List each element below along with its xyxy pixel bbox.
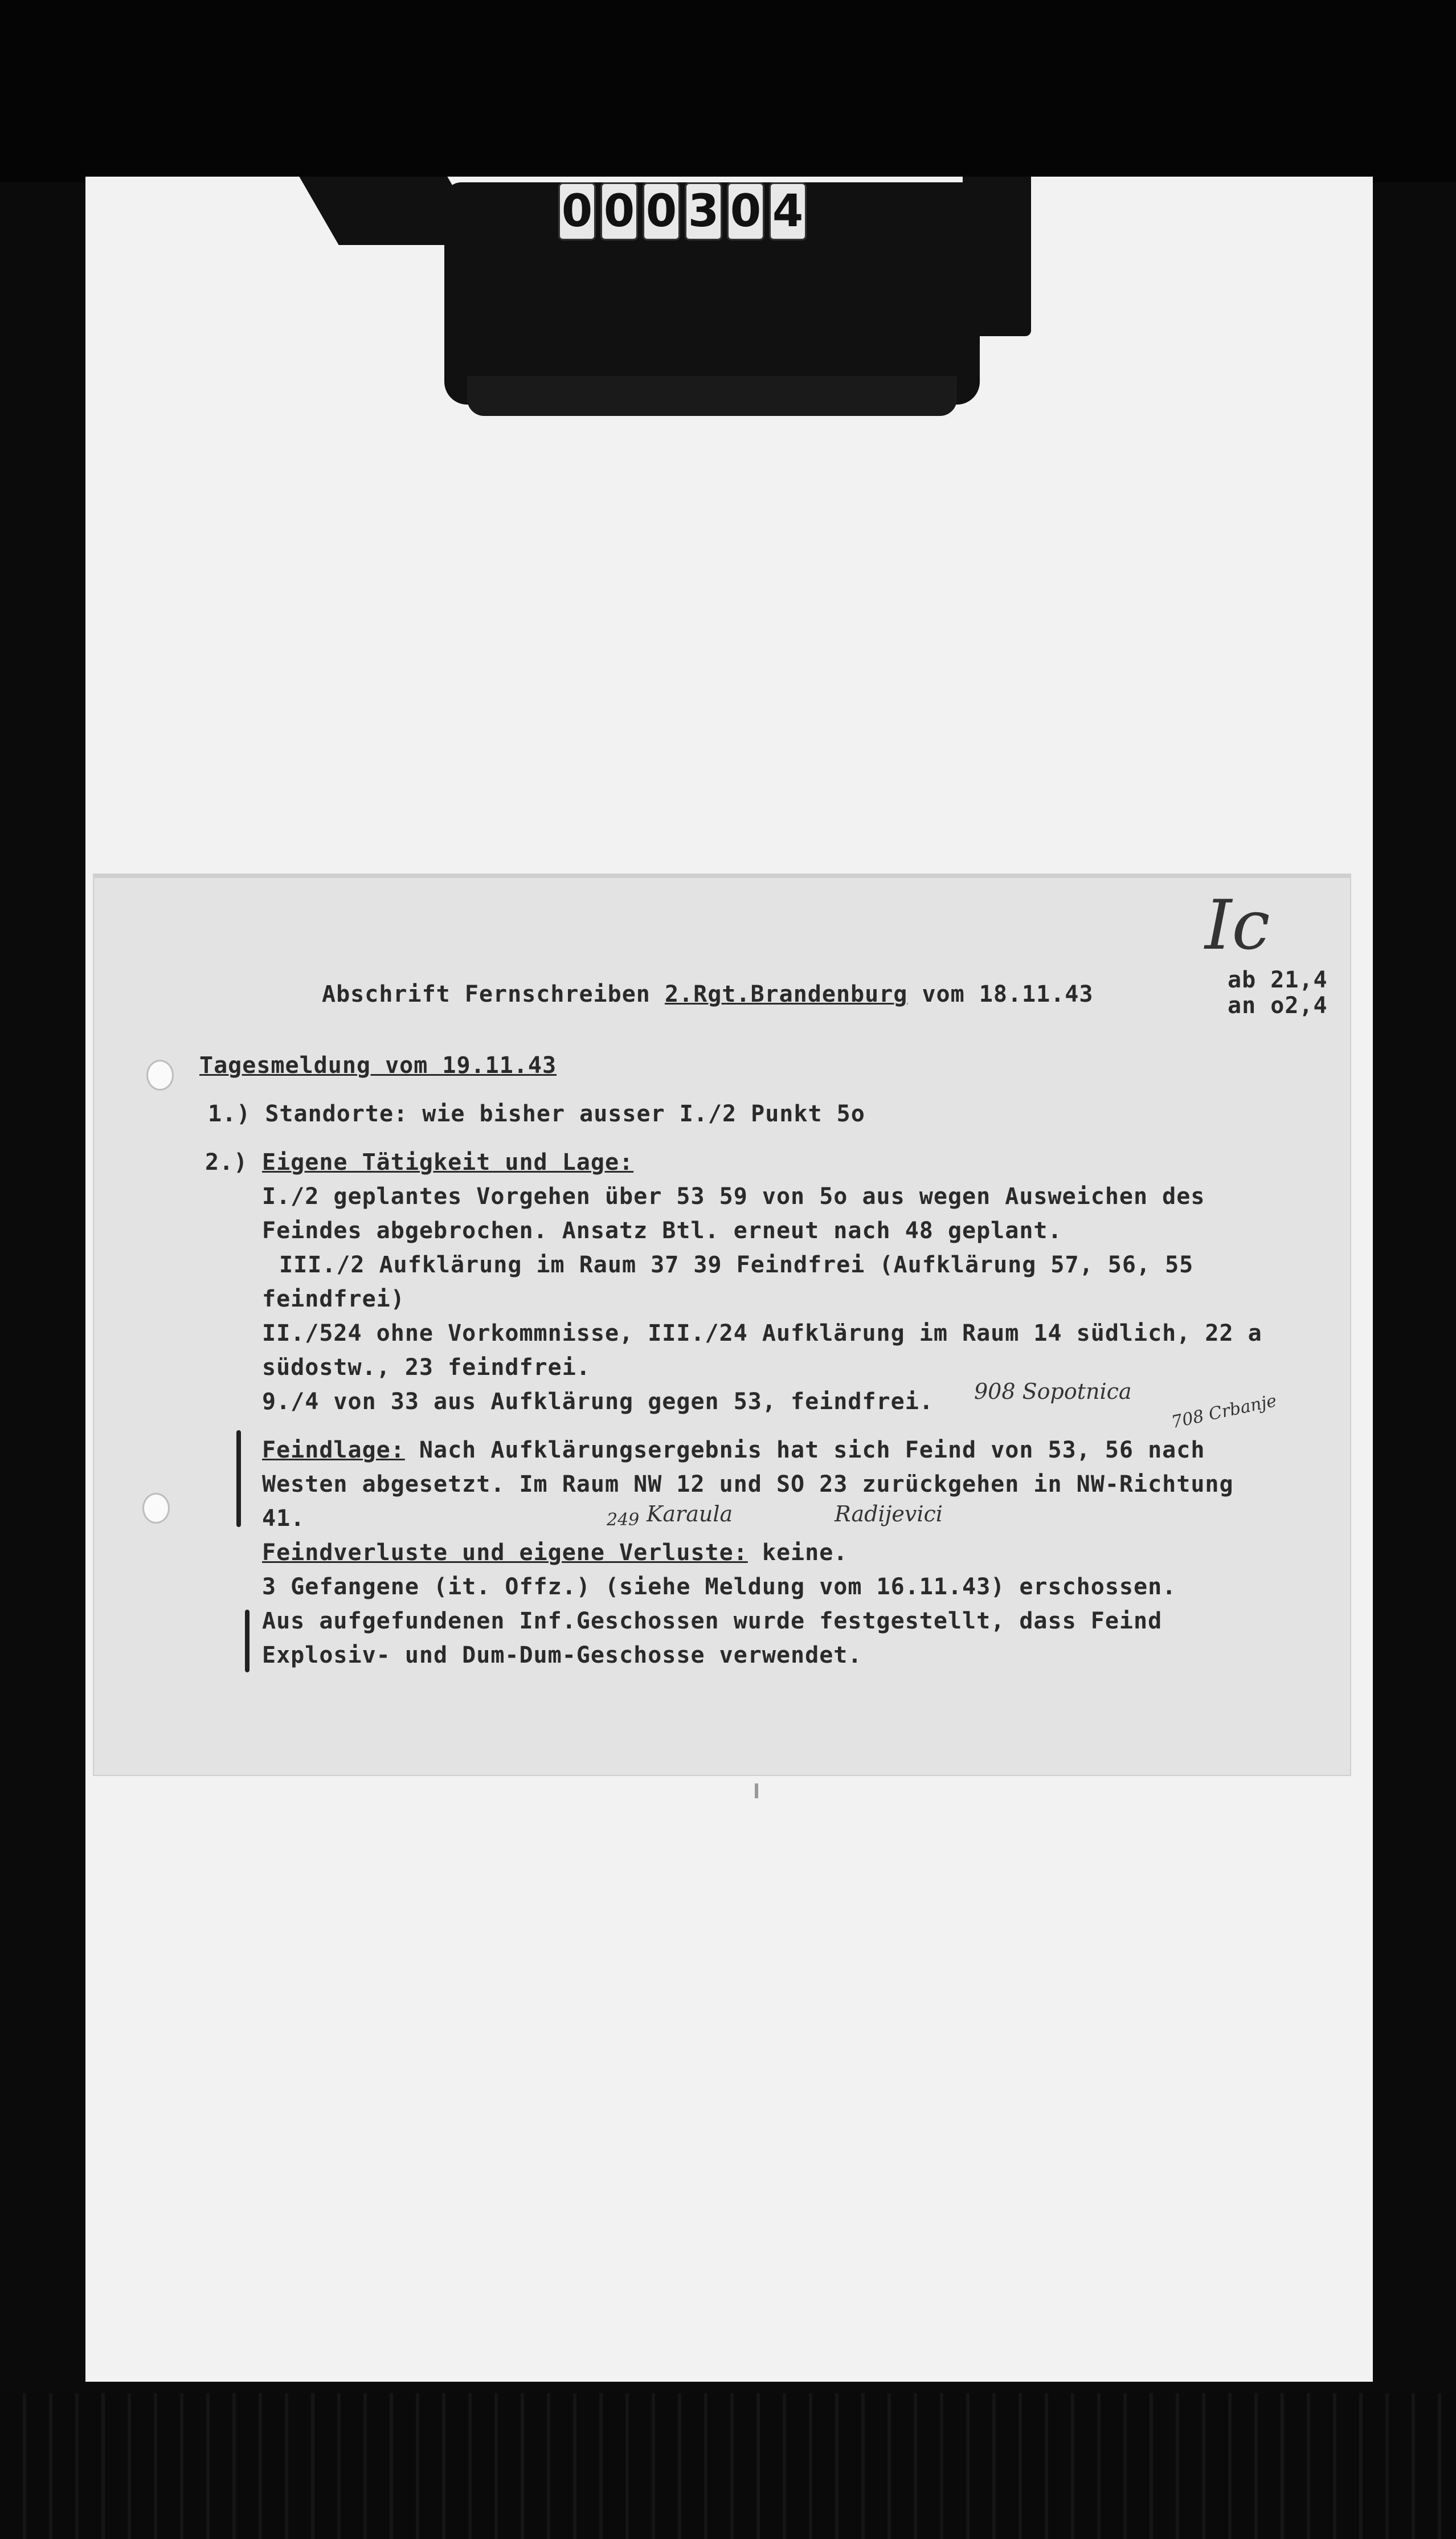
body-line: II./524 ohne Vorkommnisse, III./24 Aufklärung im Raum 14 südlich, 22 a — [262, 1320, 1262, 1346]
time-ab: ab 21,4 — [1228, 967, 1328, 993]
body-line: feindfrei) — [262, 1286, 405, 1312]
feindlage-line — [262, 1433, 1205, 1467]
verluste-label: Feindverluste und eigene Verluste: — [262, 1540, 748, 1566]
frame-digit: 4 — [769, 182, 807, 240]
verluste-value: keine. — [747, 1540, 848, 1566]
frame-digit: 0 — [643, 182, 680, 240]
document-header — [322, 977, 1093, 1011]
telex-copy — [94, 875, 1350, 1775]
counter-arm-right — [963, 177, 1031, 336]
closing-line: Explosiv- und Dum-Dum-Geschosse verwendet. — [262, 1642, 862, 1668]
feindlage-label: Feindlage: — [262, 1437, 405, 1463]
punch-hole-lower — [142, 1493, 170, 1524]
header-date: vom 18.11.43 — [907, 981, 1094, 1007]
hand-note-708: 708 Crbanje — [1169, 1390, 1279, 1433]
header-sender: 2.Rgt.Brandenburg — [664, 981, 908, 1007]
body-line: 9./4 von 33 aus Aufklärung gegen 53, feindfrei. — [262, 1389, 934, 1415]
frame-digit: 0 — [558, 182, 596, 240]
closing-line: Aus aufgefundenen Inf.Geschossen wurde festgestellt, dass Feind — [262, 1608, 1163, 1634]
feindlage-text: Nach Aufklärungsergebnis hat sich Feind von 53, 56 nach — [404, 1437, 1205, 1463]
frame-digit: 3 — [685, 182, 722, 240]
header-prefix: Abschrift Fernschreiben — [322, 981, 665, 1007]
hand-note-249: 249 — [607, 1510, 640, 1530]
film-edge-bottom — [0, 2393, 1456, 2539]
paper-mark — [755, 1783, 758, 1798]
margin-mark-geschosse — [245, 1610, 250, 1672]
feindlage-line: Westen abgesetzt. Im Raum NW 12 und SO 23 zurückgehen in NW-Richtung — [262, 1471, 1234, 1497]
item-1-standorte: 1.) Standorte: wie bisher ausser I./2 Punkt 5o — [208, 1101, 865, 1127]
counter-foot — [467, 376, 957, 416]
body-line: I./2 geplantes Vorgehen über 53 59 von 5o aus wegen Ausweichen des — [262, 1183, 1205, 1210]
item-2-number: 2.) — [205, 1149, 248, 1175]
item-2-heading: Eigene Tätigkeit und Lage: — [262, 1149, 634, 1175]
hand-note-karaula: Karaula — [647, 1501, 733, 1526]
body-line: III./2 Aufklärung im Raum 37 39 Feindfrei (Aufklärung 57, 56, 55 — [279, 1252, 1194, 1278]
punch-hole-upper — [146, 1060, 174, 1091]
verluste-line — [262, 1536, 848, 1570]
frame-digit: 0 — [600, 182, 638, 240]
margin-mark-feindlage — [236, 1430, 241, 1527]
hand-note-908: 908 Sopotnica — [974, 1379, 1132, 1404]
report-title: Tagesmeldung vom 19.11.43 — [199, 1052, 557, 1079]
hand-note-radijevici: Radijevici — [835, 1501, 943, 1526]
frame-digit: 0 — [727, 182, 764, 240]
frame-number — [558, 182, 807, 245]
feindlage-line: 41. — [262, 1505, 305, 1532]
annotation-ic: Ic — [1205, 886, 1270, 965]
body-line: Feindes abgebrochen. Ansatz Btl. erneut nach 48 geplant. — [262, 1218, 1062, 1244]
paper-top-edge — [94, 875, 1350, 878]
body-line: südostw., 23 feindfrei. — [262, 1354, 591, 1381]
time-an: an o2,4 — [1228, 993, 1328, 1019]
closing-line: 3 Gefangene (it. Offz.) (siehe Meldung vom 16.11.43) erschossen. — [262, 1574, 1177, 1600]
film-edge-top — [0, 0, 1456, 182]
